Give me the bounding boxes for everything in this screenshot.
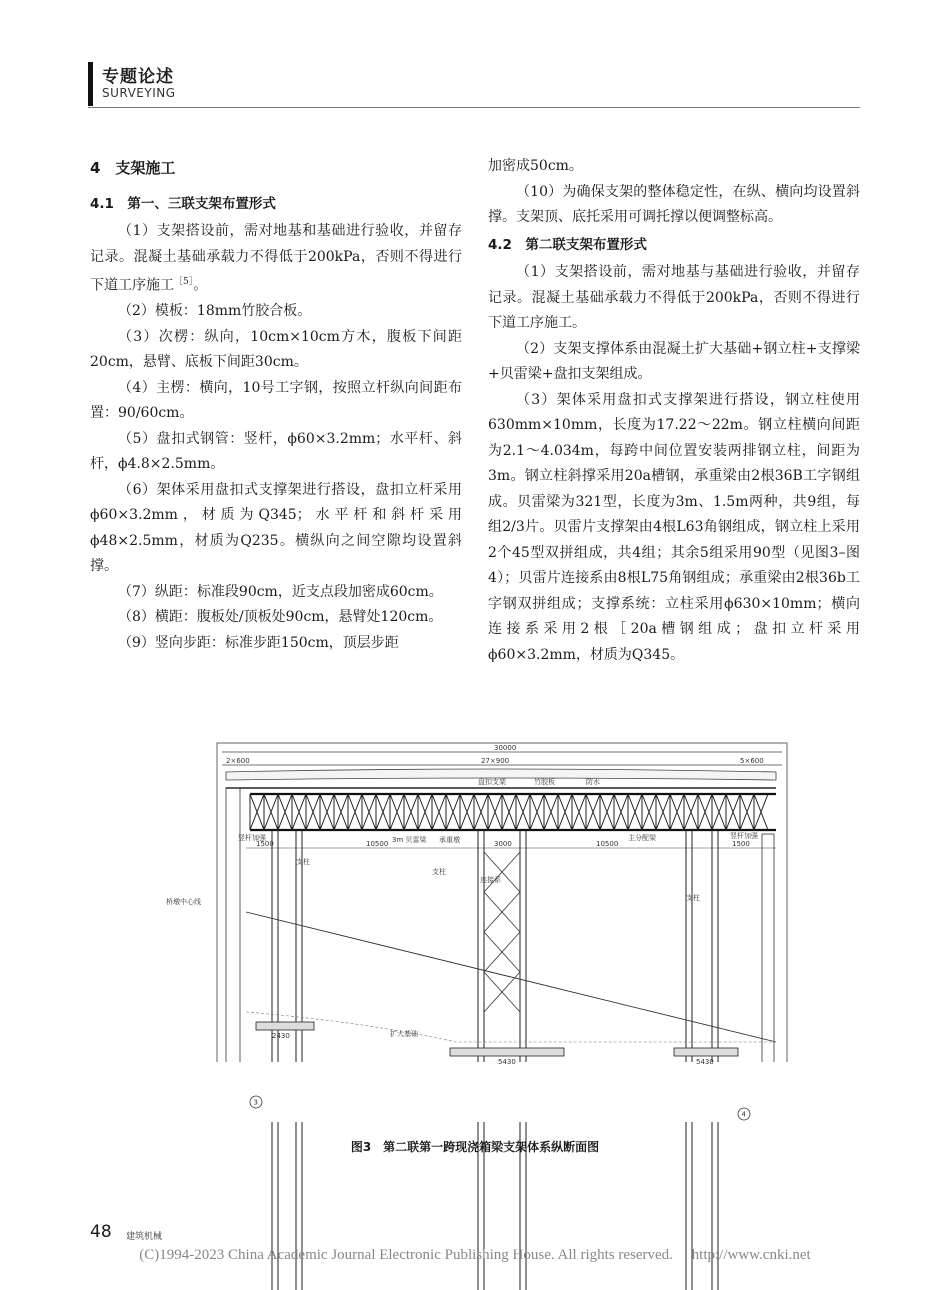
- label-kuoda: 扩大基础: [390, 1030, 418, 1038]
- column-subtitle: SURVEYING: [102, 86, 176, 100]
- label-beilei: 3m 贝雷梁: [392, 836, 427, 844]
- paragraph-continuation: 加密成50cm。: [488, 158, 583, 174]
- label-shugan-left: 竖杆加强: [238, 834, 266, 842]
- dim-mid: 27×900: [481, 757, 510, 765]
- axis-label-3: 3: [253, 1098, 258, 1107]
- label-lianjie: 连接系: [480, 876, 501, 884]
- axis-label-4: 4: [741, 1110, 746, 1119]
- label-zhufen: 主分配梁: [628, 834, 656, 842]
- paragraph: （10）为确保支架的整体稳定性，在纵、横向均设置斜撑。支架顶、底托采用可调托撑以便调整标高。: [488, 183, 860, 225]
- label-qiaodun: 桥墩中心线: [166, 898, 201, 906]
- dim-found-right: 5430: [696, 1058, 714, 1066]
- label-pankou: 盘扣支架: [478, 778, 506, 786]
- page-number: 48: [90, 1222, 112, 1242]
- truss-frame: [250, 794, 776, 830]
- subsection-title-4-1: 4.1 第一、三联支架布置形式: [90, 195, 276, 212]
- dim-found-left: 2430: [272, 1032, 290, 1040]
- label-chengzhong: 承重墩: [439, 836, 460, 844]
- dim-left: 2×600: [226, 757, 250, 765]
- right-column: [488, 154, 860, 668]
- foundations: [256, 1022, 738, 1056]
- label-zhujiao: 竹胶板: [534, 778, 555, 786]
- dim-end-right: 1500: [732, 840, 750, 848]
- left-column: [90, 156, 462, 656]
- dim-end-left: 1500: [256, 840, 274, 848]
- header-divider: [88, 107, 860, 108]
- dim-span-mid: 3000: [494, 840, 512, 848]
- columns-left: [272, 830, 302, 1290]
- figure-caption: 图3 第二联第一跨现浇箱梁支架体系纵断面图: [350, 1140, 600, 1154]
- paragraph: （3）架体采用盘扣式支撑架进行搭设，钢立柱使用630mm×10mm，长度为17.22～22m。钢立柱横向间距为2.1～4.034m，每跨中间位置安装两排钢立柱，间距为3m。钢立柱斜撑采用20a槽钢，承重梁由2根36B工字钢组成。贝雷梁为321型，长度为3m、1.5m两种，共9组，每组2/3片。贝雷片支撑架由4根L63角钢组成，钢立柱上采用2个45型双拼组成，共4组；其余5组采用90型（见图3–图4）；贝雷片连接系由8根L75角钢组成；承重梁由2根36b工字钢双拼组成；支撑系统：立柱采用ϕ630×10mm；横向连接系采用2根［20a槽钢组成；盘扣立杆采用ϕ60×3.2mm，材质为Q345。: [488, 391, 860, 663]
- header-accent-bar: [88, 62, 93, 106]
- subsection-title-4-2: 4.2 第二联支架布置形式: [488, 236, 647, 253]
- paragraph: （1）支架搭设前，需对地基与基础进行验收，并留存记录。混凝土基础承载力不得低于200kPa，否则不得进行下道工序施工。: [488, 264, 860, 331]
- dim-total: 30000: [494, 744, 517, 752]
- label-fangshui: 防水: [586, 778, 600, 786]
- paragraph: （8）横距：腹板处/顶板处90cm，悬臂处120cm。: [118, 609, 443, 626]
- paragraph: （1）支架搭设前，需对地基和基础进行验收，并留存记录。混凝土基础承载力不得低于200kPa，否则不得进行下道工序施工$^{[5]}$。: [90, 223, 462, 294]
- paragraph: （6）架体采用盘扣式支撑架进行搭设，盘扣立杆采用ϕ60×3.2mm，材质为Q345；水平杆和斜杆采用ϕ48×2.5mm，材质为Q235。横纵向之间空隙均设置斜撑。: [90, 481, 462, 575]
- citation-ref: ［5］: [174, 277, 194, 287]
- dim-right: 5×600: [740, 757, 764, 765]
- label-zhizhu-2: 支柱: [432, 868, 446, 876]
- paragraph: （3）次楞：纵向，10cm×10cm方木，腹板下间距20cm，悬臂、底板下间距30cm。: [90, 328, 462, 371]
- section-title: 4 支架施工: [90, 159, 176, 177]
- dim-span-left: 10500: [366, 840, 389, 848]
- column-title: 专题论述: [102, 67, 174, 87]
- label-shugan-right: 竖杆加强: [730, 832, 758, 840]
- dim-span-right: 10500: [596, 840, 619, 848]
- support-system-drawing: [166, 742, 788, 1122]
- label-zhizhu-3: 支柱: [686, 894, 700, 902]
- paragraph: （5）盘扣式钢管：竖杆，ϕ60×3.2mm；水平杆、斜杆，ϕ4.8×2.5mm。: [90, 430, 462, 473]
- paragraph: （4）主楞：横向，10号工字钢，按照立杆纵向间距布置：90/60cm。: [90, 379, 462, 422]
- dim-found-mid: 5430: [498, 1058, 516, 1066]
- label-zhizhu-1: 支柱: [296, 858, 310, 866]
- paragraph: （7）纵距：标准段90cm，近支点段加密成60cm。: [118, 583, 443, 600]
- journal-name: 建筑机械: [126, 1232, 163, 1242]
- copyright-line: (C)1994-2023 China Academic Journal Electronic Publishing House. All rights reserved. http://www.cnki.net: [139, 1247, 811, 1263]
- paragraph: （2）支架支撑体系由混凝土扩大基础+钢立柱+支撑梁+贝雷梁+盘扣支架组成。: [488, 340, 860, 382]
- paragraph: （9）竖向步距：标准步距150cm，顶层步距: [118, 634, 399, 651]
- paragraph: （2）模板：18mm竹胶合板。: [118, 303, 312, 320]
